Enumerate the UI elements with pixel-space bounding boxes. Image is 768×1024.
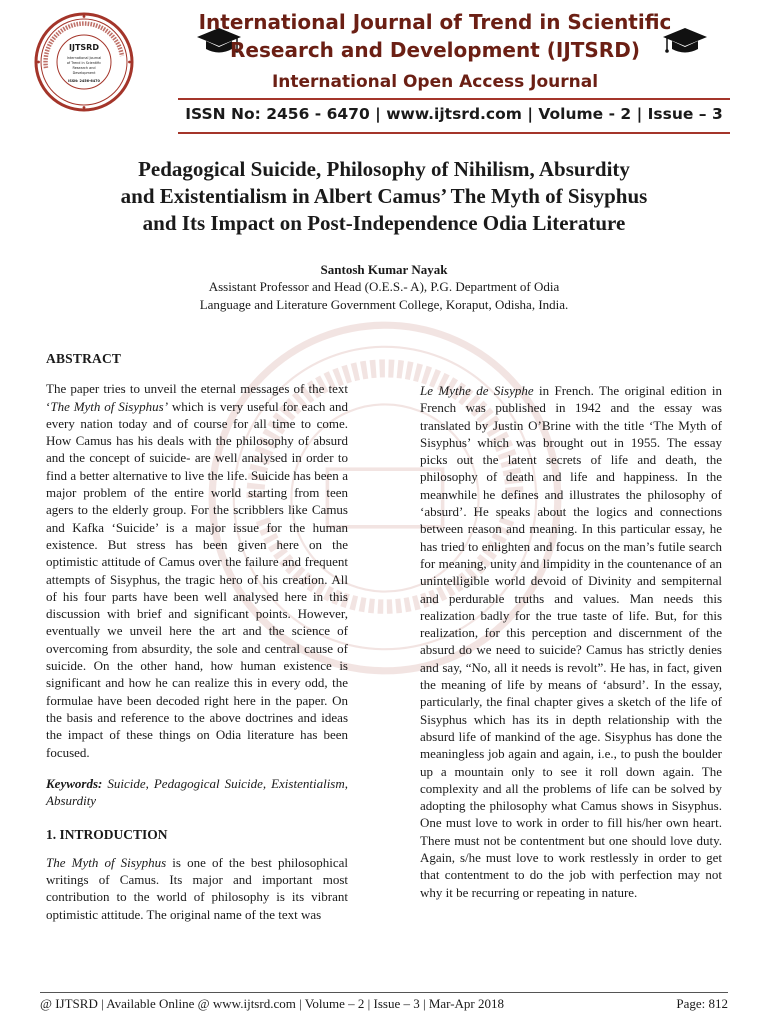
svg-text:Development: Development (72, 71, 96, 75)
abstract-italic-title: The Myth of Sisyphus’ (50, 398, 169, 414)
right-column (420, 382, 722, 901)
left-column (46, 350, 348, 923)
paper-title (40, 156, 728, 237)
intro-italic-title: The Myth of Sisyphus (46, 854, 167, 870)
intro-text: is one of the best philosophical writings of Camus. Its major and important most contribution to the world of philosophy is its vibrant optimistic attitude. The original name of the text was (46, 854, 348, 922)
author-name: Santosh Kumar Nayak (320, 262, 448, 277)
abstract-text-rest: which is very useful for each and every nation today and of course for all time to come. How Camus has his deals with the philosophy of absurd and the concept of suicide- are well analysed in order to find a better alternative to live the life. Suicide has been a major problem of the entire world starting from teen agers to the elderly group. For the scribblers like Camus and Kafka ‘Suicide’ is a major issue for the human existence. But stress has been given here on the optimistic attitude of Camus over the failure and frequent attempts of Sisyphus, the tragic hero of his creation. All of his four parts have been well analysed here in this discussion with brief and significant points. However, eventually we unveil here the art and the science of overcoming from absurdity, the sole and central cause of suicide. On the other hand, how human existence is significant and how he can realize this in every odd, the formulae have been decoded right here in the paper. On the basis and reference to the above doctrines and ideas the impact of these things on Odia literature has been focused. (46, 398, 348, 760)
french-title: Le Mythe de Sisyphe (420, 383, 534, 398)
author-affiliation-line-1: Assistant Professor and Head (O.E.S.- A), P.G. Department of Odia (208, 279, 560, 294)
header-rule-top (178, 98, 730, 100)
abstract-heading: ABSTRACT (46, 351, 122, 366)
title-line-3: and Its Impact on Post-Independence Odia Literature (142, 211, 626, 235)
svg-text:IJTSRD: IJTSRD (69, 43, 99, 52)
footer-rule (40, 992, 728, 993)
right-column-paragraph (420, 382, 722, 901)
introduction-paragraph (46, 854, 348, 923)
abstract-text-start: The paper tries to unveil the eternal messages of the text ‘ (46, 381, 348, 414)
introduction-heading: 1. INTRODUCTION (46, 827, 168, 843)
svg-text:ISSN: 2456-6470: ISSN: 2456-6470 (68, 79, 100, 83)
right-column-text: in French. The original edition in French was published in 1942 and the essay was translated by Justin O’Brine with the title ‘The Myth of Sisyphus’ which was brought out in 1955. The essay picks out the latent secrets of life and death, the philosophy of death and life and happiness. In the meanwhile he defines and illustrates the philosophy of ‘absurd’. He speaks about the logics and connections between reason and meaning. In this particular essay, he has tried to enlighten and focus on the man’s futile search for meaning, unity and limpidity in the countenance of an unintelligible world devoid of Divinity and sempiternal and perdurable truths and values. Man needs this realization badly for the true taste of life. But, for this realization, for this perception and discernment of the absurd do we need to suicide? Camus has strictly denies and say, “No, all it needs is revolt”. He has, in fact, given the meaning of life by means of ‘absurd’. In the essay, particularly, the final chapter gives a sketch of the life of Sisyphus which has its in depth relationship with the absurd life of mankind of the age. Sisyphus has done the meaningless job again and again, i.e., to push the boulder up a mountain only to see it roll down again. The complexity and all the problems of life can be solved by adopting the philosophy what Camus shows in Sisyphus. One must love to work in order to fill his/her own heart. There must not be contentment but one should love duty. Again, s/he must love to work restlessly in order to get that contentment to do the job with perfection may not why it be recurring or repeating in nature. (420, 383, 722, 900)
keywords-label: Keywords: (46, 775, 103, 791)
journal-name-line-1: International Journal of Trend in Scientific (198, 10, 672, 34)
author-affiliation-line-2: Language and Literature Government College, Koraput, Odisha, India. (199, 297, 569, 312)
svg-text:International Journal: International Journal (66, 56, 102, 60)
svg-text:of Trend in Scientific: of Trend in Scientific (66, 61, 102, 65)
header-rule-bottom (178, 132, 730, 134)
abstract-paragraph (46, 380, 348, 761)
ijtsrd-seal-logo (34, 12, 134, 112)
journal-name-line-2: Research and Development (IJTSRD) (230, 38, 640, 62)
page-footer (40, 996, 728, 1012)
title-line-1: Pedagogical Suicide, Philosophy of Nihilism, Absurdity (138, 157, 630, 181)
journal-header (0, 0, 768, 140)
title-line-2: and Existentialism in Albert Camus’ The Myth of Sisyphus (120, 184, 648, 208)
issn-line: ISSN No: 2456 - 6470 | www.ijtsrd.com | Volume - 2 | Issue – 3 (185, 105, 723, 123)
page-number: Page: 812 (676, 996, 728, 1011)
footer-citation: @ IJTSRD | Available Online @ www.ijtsrd.com | Volume – 2 | Issue – 3 | Mar-Apr 2018 (40, 996, 505, 1011)
keywords (46, 775, 348, 810)
open-access-label: International Open Access Journal (271, 72, 599, 92)
keywords-text: Suicide, Pedagogical Suicide, Existentialism, Absurdity (46, 775, 348, 809)
svg-text:Research and: Research and (72, 66, 96, 70)
